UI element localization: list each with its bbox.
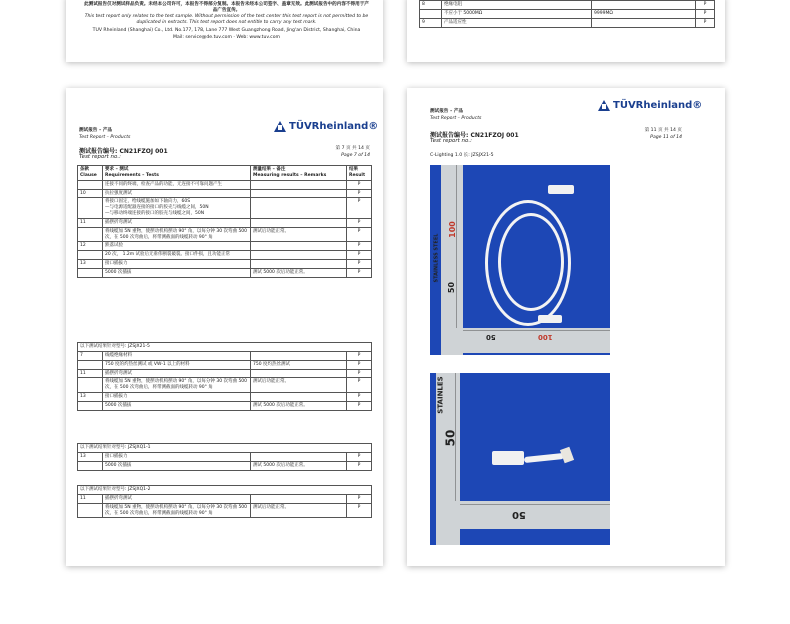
ruler-number: 100 xyxy=(447,221,457,238)
table-row: 12 跌落试验 P xyxy=(78,242,372,251)
disclaimer-en: This test report only relates to the test sample. Without permission of the test center this test report is not permitted to be duplicated in extracts. This test report does not entitle to carry any test mark. xyxy=(84,14,369,26)
report-number: 测试报告编号: CN21FZOJ 001 xyxy=(430,132,519,139)
ruler-tick xyxy=(460,504,610,505)
table-row: 11 插摆折弯测试 P xyxy=(78,218,372,227)
ruler-brand-text: STAINLESS STEEL xyxy=(433,233,440,283)
section-title-row: 以下测试结果针对型号: JZSJXQ1-1 xyxy=(78,444,372,453)
table-row: 8 绝缘电阻 P xyxy=(420,1,715,10)
page-counter-cn: 第 7 页 共 14 页 xyxy=(335,146,370,151)
ruler-number: 100 xyxy=(538,333,553,341)
table-row: 9 产品适应性 P xyxy=(420,18,715,27)
table-row: 5000 次插拔 测试 5000 次后功能正常。 P xyxy=(78,461,372,470)
ruler-vertical xyxy=(441,165,463,355)
table-row: 11 插摆折弯测试 P xyxy=(78,369,372,378)
connector-cable xyxy=(524,453,564,463)
report-page-top-left xyxy=(66,0,383,62)
wire-strands xyxy=(560,447,574,464)
table-row: 13 接口插拔力 P xyxy=(78,393,372,402)
model-section-jzsjxq1-2 xyxy=(77,485,372,518)
sample-caption: C-Lighting 1.0 长: JZSJX21-5 xyxy=(430,153,494,158)
section-title-row: 以下测试结果针对型号: JZSJX21-5 xyxy=(78,343,372,352)
ruler-number: 50 xyxy=(447,281,457,294)
test-results-table xyxy=(77,165,372,278)
tuv-logo: TÜVRheinland® xyxy=(598,100,702,111)
sample-photo-connector xyxy=(430,373,610,545)
section-title-row: 以下测试结果针对型号: JZSJXQ1-2 xyxy=(78,486,372,495)
table-row: 将线缆加 5N 重物，使摆动机构摆动 90° 角，以每分钟 30 次弯曲 500 次，在 500 次弯曲后，将带测截面的线缆转动 90° 角 测试后功能正常。 P xyxy=(78,378,372,393)
table-row: 11 插摆折弯测试 P xyxy=(78,494,372,503)
ruler-tick xyxy=(456,165,457,328)
report-number: 测试报告编号: CN21FZOJ 001 xyxy=(79,148,168,155)
table-row: 将线缆加 5N 重物，使摆动机构摆动 90° 角，以每分钟 30 次弯曲 500 次，在 500 次弯曲后，将带测截面的线缆转动 90° 角 测试后功能正常。 P xyxy=(78,503,372,518)
page-counter-en: Page 7 of 14 xyxy=(341,153,370,158)
tuv-logo: TÜVRheinland® xyxy=(274,121,378,132)
report-page-11 xyxy=(407,88,725,566)
table-row: 5000 次插拔 测试 5000 次后功能正常。 P xyxy=(78,401,372,410)
header-cn: 测试报告 – 产品 xyxy=(79,128,113,133)
usb-c-plug xyxy=(492,451,524,465)
table-row: 20 次， 1.2m 试验后无垂伟断裂破裂。接口件损，且功能正常 P xyxy=(78,251,372,260)
report-number-en: Test report no.: xyxy=(79,154,121,160)
report-number-en: Test report no.: xyxy=(430,138,472,144)
table-row: 5000 次插拔 测试 5000 次后功能正常。 P xyxy=(78,268,372,277)
ruler-tick xyxy=(463,330,610,331)
table-header: 条款 Clause 要求 – 测试 Requirements – Tests 测量结果 – 备注 Measuring results – Remarks 结果 Result xyxy=(78,166,372,181)
top-right-table xyxy=(419,0,715,28)
lightning-plug xyxy=(538,315,562,323)
table-row: 将线缆加 5N 重物，使摆动机构摆动 90° 角，以每分钟 30 次弯曲 500 次，在 500 次弯曲后，将带测截面的线缆转动 90° 角 测试后功能正常。 P xyxy=(78,227,372,242)
header-en: Test Report – Products xyxy=(79,135,131,140)
header-en: Test Report – Products xyxy=(430,116,482,121)
tuv-triangle-icon xyxy=(598,100,610,111)
table-row: 750 度的灼热丝测试 或 VW-1 以上的材料 750 度灼热丝测试 P xyxy=(78,360,372,369)
table-row: 7 线缆绝缘材料 P xyxy=(78,351,372,360)
company-contact: Mail: service@de.tuv.com · Web: www.tuv.com xyxy=(173,35,280,40)
usb-c-plug xyxy=(548,185,574,194)
cable-coil-inner xyxy=(498,213,564,311)
header-cn: 测试报告 – 产品 xyxy=(430,109,464,114)
disclaimer-cn: 此测试报告仅对测试样品负责。未经本公司许可，本报告不得部分复制。本报告未经本公司签字、盖章无效。此测试报告中的内容不得用于产品广告宣传。 xyxy=(84,2,369,14)
page-counter-en: Page 11 of 14 xyxy=(650,135,682,140)
model-section-jzsjx21-5 xyxy=(77,342,372,411)
ruler-brand-text: STAINLES xyxy=(436,376,445,414)
ruler-number: 50 xyxy=(486,333,496,341)
model-section-jzsjxq1-1 xyxy=(77,443,372,471)
table-row: 13 接口插拔力 P xyxy=(78,452,372,461)
table-row: 13 接口插拔力 P xyxy=(78,260,372,269)
sample-photo-cable-coil xyxy=(430,165,610,355)
table-row: 将接口固定，给线缆施加如下轴向力，60S —与电源适配器连接的接口的胶壳与线缆之间，50N —与移动终端连接的接口的胶壳与线缆之间，50N P xyxy=(78,198,372,219)
table-row: 10 抗拉强度测试 P xyxy=(78,189,372,198)
table-row: 不应小于 5000MΩ 9999MΩ P xyxy=(420,9,715,18)
report-page-7 xyxy=(66,88,383,566)
report-page-top-right xyxy=(407,0,725,62)
ruler-number: 50 xyxy=(443,429,458,447)
company-address: TUV Rheinland (Shanghai) Co., Ltd. No.177, 178, Lane 777 West Guangzhong Road, Jing'an District, Shanghai, China xyxy=(92,28,361,33)
page-counter-cn: 第 11 页 共 14 页 xyxy=(644,128,682,133)
table-row: 连接不同的终端，检查产品的功能，无连接不可靠问题产生 P xyxy=(78,180,372,189)
tuv-triangle-icon xyxy=(274,121,286,132)
ruler-number: 50 xyxy=(512,509,526,520)
ruler-horizontal xyxy=(441,328,610,353)
